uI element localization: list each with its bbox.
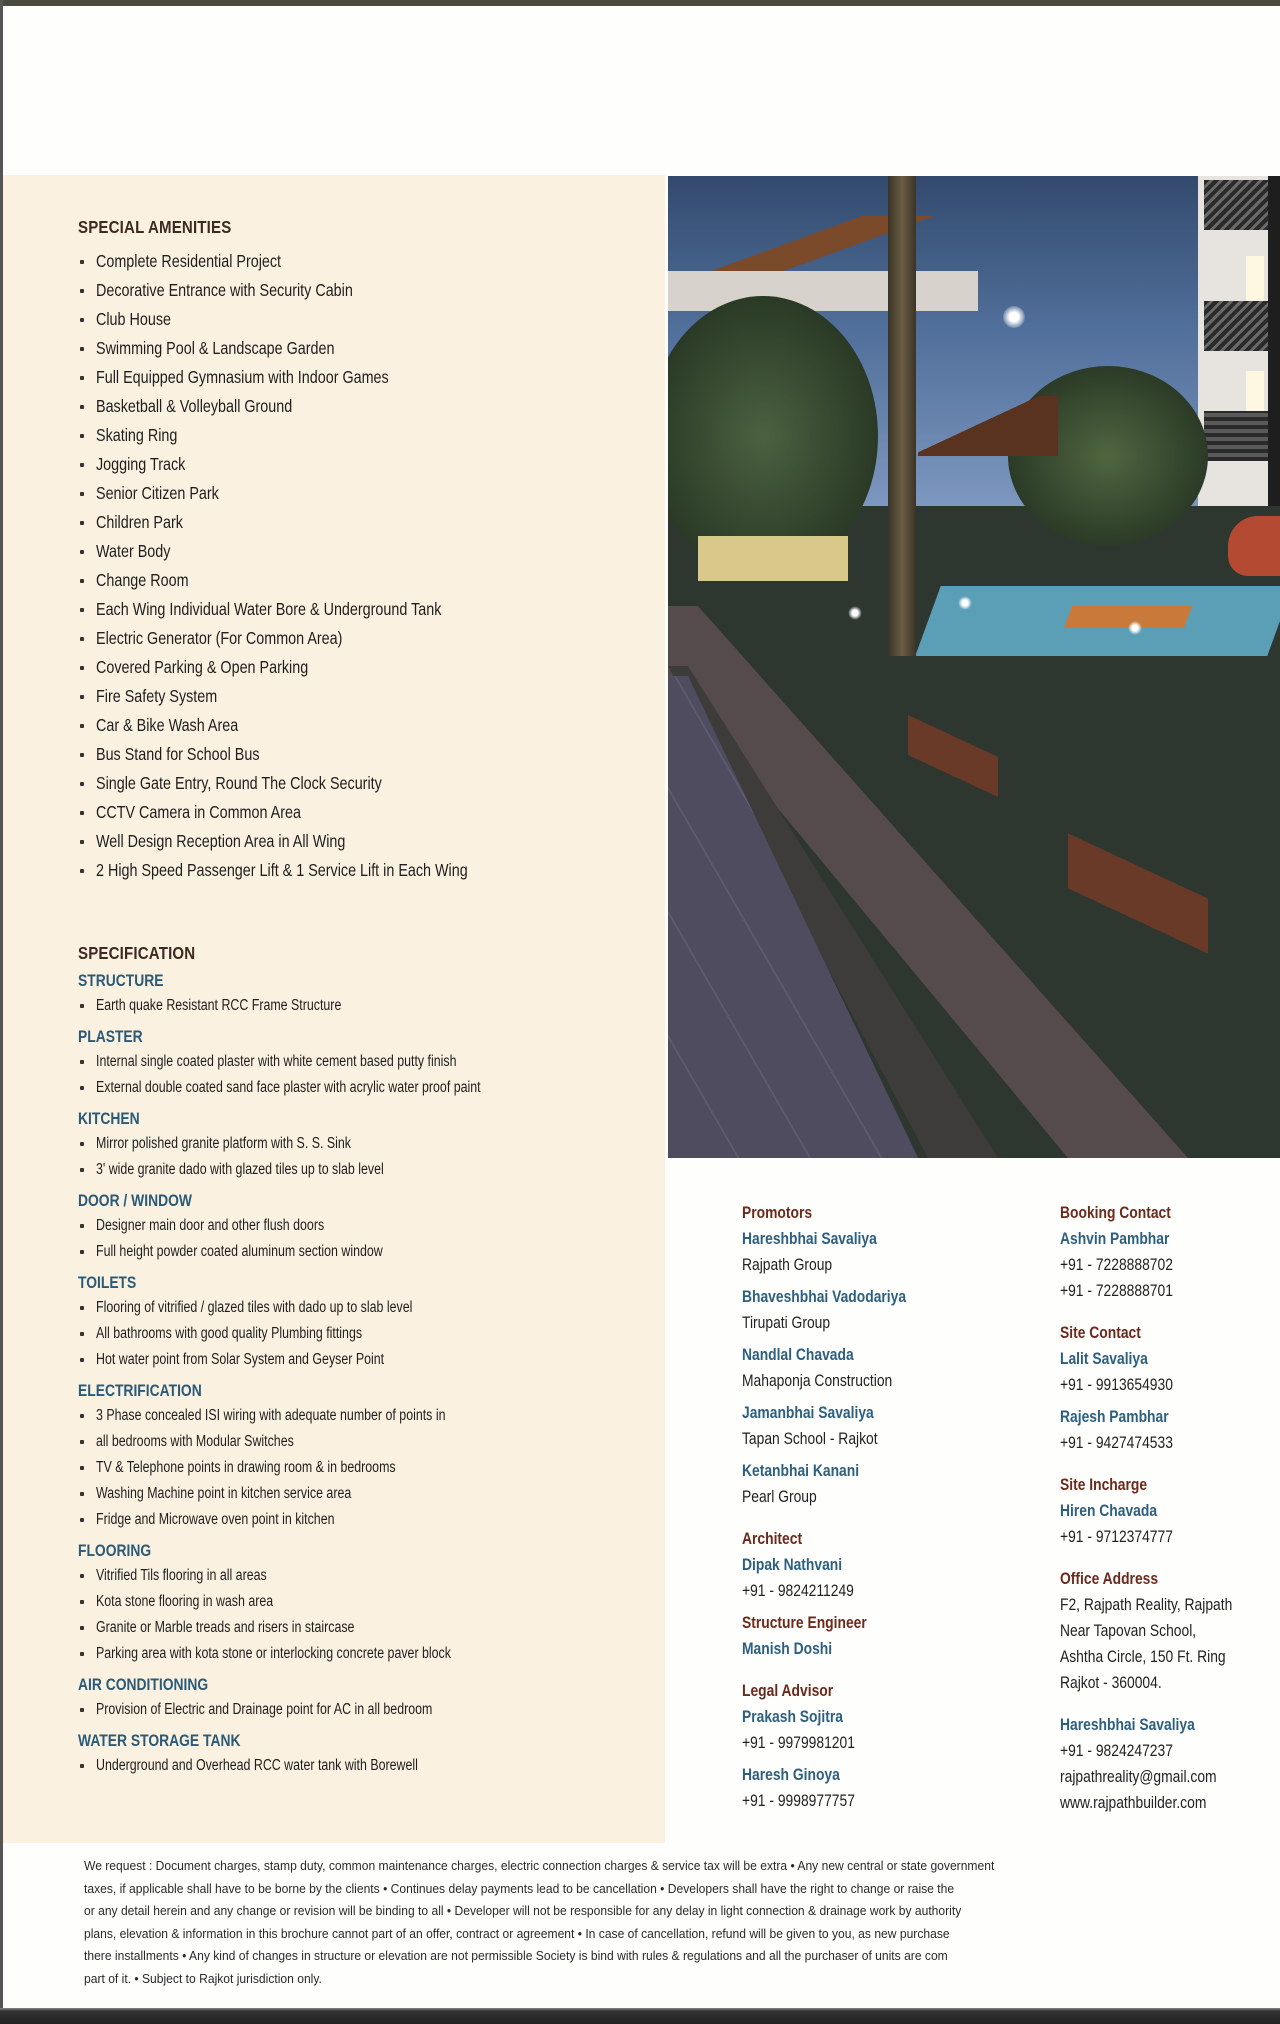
list-item: 3' wide granite dado with glazed tiles up to slab level	[78, 1157, 658, 1183]
garden-lamp	[1128, 621, 1142, 635]
address-line: Near Tapovan School,	[1060, 1622, 1197, 1640]
legal-advisor-phone: +91 - 9998977757	[742, 1792, 855, 1810]
list-item: Flooring of vitrified / glazed tiles with dado up to slab level	[78, 1295, 658, 1321]
spec-heading: TOILETS	[78, 1274, 137, 1292]
list-item: All bathrooms with good quality Plumbing fittings	[78, 1321, 658, 1347]
disclaimer-line: or any detail herein and any change or revision will be binding to all • Developer will not be responsible for any delay in light connection & drainage work by authority	[84, 1903, 962, 1918]
spec-electrification	[78, 1379, 658, 1533]
list-item: Club House	[78, 305, 658, 334]
list-item: Skating Ring	[78, 421, 658, 450]
list-item: Children Park	[78, 508, 658, 537]
spec-air-conditioning	[78, 1673, 658, 1723]
list-item: Designer main door and other flush doors	[78, 1213, 658, 1239]
structure-engineer-name: Manish Doshi	[742, 1640, 833, 1658]
list-item: Well Design Reception Area in All Wing	[78, 827, 658, 856]
promotor-org: Tirupati Group	[742, 1314, 831, 1332]
site-incharge-heading: Site Incharge	[1060, 1476, 1148, 1494]
list-item: Car & Bike Wash Area	[78, 711, 658, 740]
list-item: Bus Stand for School Bus	[78, 740, 658, 769]
fountain	[698, 536, 848, 581]
list-item: Senior Citizen Park	[78, 479, 658, 508]
clubhouse-roof	[668, 216, 988, 276]
list-item: Full height powder coated aluminum section window	[78, 1239, 658, 1265]
legal-advisor-name: Prakash Sojitra	[742, 1708, 843, 1726]
disclaimer-line: taxes, if applicable shall have to be borne by the clients • Continues delay payments lead to be cancellation • Developers shall have the right to change or raise the	[84, 1880, 955, 1896]
promotor-name: Hareshbhai Savaliya	[742, 1230, 877, 1248]
disclaimer-text	[84, 1855, 1280, 1990]
apartment-building	[1198, 176, 1280, 506]
spec-heading: PLASTER	[78, 1028, 143, 1046]
site-contact-heading: Site Contact	[1060, 1324, 1141, 1342]
list-item: Vitrified Tils flooring in all areas	[78, 1563, 658, 1589]
legal-advisor-name: Haresh Ginoya	[742, 1766, 840, 1784]
spec-heading: ELECTRIFICATION	[78, 1382, 202, 1400]
list-item: Change Room	[78, 566, 658, 595]
car	[1228, 516, 1280, 576]
list-item: Single Gate Entry, Round The Clock Security	[78, 769, 658, 798]
list-item: Provision of Electric and Drainage point for AC in all bedroom	[78, 1697, 658, 1723]
email-link[interactable]: rajpathreality@gmail.com	[1060, 1768, 1217, 1786]
booking-phone: +91 - 7228888701	[1060, 1282, 1173, 1300]
list-item: Fridge and Microwave oven point in kitchen	[78, 1507, 658, 1533]
list-item: Mirror polished granite platform with S. S. Sink	[78, 1131, 658, 1157]
architect-heading: Architect	[742, 1530, 803, 1548]
special-amenities-title: SPECIAL AMENITIES	[78, 217, 232, 237]
promotor-org: Pearl Group	[742, 1488, 817, 1506]
spec-heading: STRUCTURE	[78, 972, 164, 990]
promotor-org: Mahaponja Construction	[742, 1372, 893, 1390]
site-contact-phone: +91 - 9427474533	[1060, 1434, 1173, 1452]
list-item: 2 High Speed Passenger Lift & 1 Service Lift in Each Wing	[78, 856, 658, 885]
list-item: Fire Safety System	[78, 682, 658, 711]
legal-advisor-heading: Legal Advisor	[742, 1682, 834, 1700]
list-item: CCTV Camera in Common Area	[78, 798, 658, 827]
list-item: TV & Telephone points in drawing room & in bedrooms	[78, 1455, 658, 1481]
promotor-name: Jamanbhai Savaliya	[742, 1404, 874, 1422]
site-incharge-name: Hiren Chavada	[1060, 1502, 1158, 1520]
list-item: Complete Residential Project	[78, 247, 658, 276]
project-render-photo	[668, 176, 1280, 1158]
moon-light	[1003, 306, 1025, 328]
promotor-name: Ketanbhai Kanani	[742, 1462, 860, 1480]
list-item: Kota stone flooring in wash area	[78, 1589, 658, 1615]
booking-contact-name: Ashvin Pambhar	[1060, 1230, 1170, 1248]
spec-kitchen	[78, 1107, 658, 1183]
site-contact-phone: +91 - 9913654930	[1060, 1376, 1173, 1394]
spec-plaster	[78, 1025, 658, 1101]
architect-phone: +91 - 9824211249	[742, 1582, 854, 1600]
office-phone: +91 - 9824247237	[1060, 1742, 1173, 1760]
promotor-org: Tapan School - Rajkot	[742, 1430, 878, 1448]
page-bottom-edge	[0, 2008, 1280, 2024]
list-item: Jogging Track	[78, 450, 658, 479]
contacts-left-column	[742, 1200, 1032, 1814]
spec-structure	[78, 969, 658, 1019]
booking-contact-heading: Booking Contact	[1060, 1204, 1171, 1222]
list-item: Granite or Marble treads and risers in staircase	[78, 1615, 658, 1641]
address-line: Ashtha Circle, 150 Ft. Ring	[1060, 1648, 1226, 1666]
contacts-right-column	[1060, 1200, 1280, 1816]
list-item: Full Equipped Gymnasium with Indoor Games	[78, 363, 658, 392]
list-item: Washing Machine point in kitchen service area	[78, 1481, 658, 1507]
palm-tree	[888, 176, 916, 656]
list-item: Basketball & Volleyball Ground	[78, 392, 658, 421]
address-line: Rajkot - 360004.	[1060, 1674, 1162, 1692]
list-item: Hot water point from Solar System and Geyser Point	[78, 1347, 658, 1373]
gazebo	[918, 396, 1058, 456]
disclaimer-line: part of it. • Subject to Rajkot jurisdiction only.	[84, 1970, 322, 1986]
address-line: F2, Rajpath Reality, Rajpath	[1060, 1596, 1233, 1614]
office-contact-name: Hareshbhai Savaliya	[1060, 1716, 1195, 1734]
spec-heading: DOOR / WINDOW	[78, 1192, 192, 1210]
page-top-edge	[0, 0, 1280, 6]
tree	[1008, 366, 1208, 546]
garden-lamp	[958, 596, 972, 610]
spec-door-window	[78, 1189, 658, 1265]
architect-name: Dipak Nathvani	[742, 1556, 843, 1574]
list-item-continuation: all bedrooms with Modular Switches	[78, 1429, 658, 1455]
list-item: 3 Phase concealed ISI wiring with adequate number of points in	[78, 1403, 658, 1429]
clubhouse	[668, 271, 978, 311]
list-item: Covered Parking & Open Parking	[78, 653, 658, 682]
list-item: Electric Generator (For Common Area)	[78, 624, 658, 653]
spec-heading: AIR CONDITIONING	[78, 1676, 209, 1694]
spec-water-storage	[78, 1729, 658, 1779]
spec-toilets	[78, 1271, 658, 1373]
promotor-name: Nandlal Chavada	[742, 1346, 854, 1364]
spec-flooring	[78, 1539, 658, 1667]
spec-heading: KITCHEN	[78, 1110, 140, 1128]
structure-engineer-heading: Structure Engineer	[742, 1614, 867, 1632]
disclaimer-line: plans, elevation & information in this brochure cannot part of an offer, contract or agreement • In case of cancellation, refund will be given to you, as new purchase	[84, 1925, 950, 1941]
disclaimer-line: there installments • Any kind of changes in structure or elevation are not permissible Society is bind with rules & regulations and all the purchaser of units are com	[84, 1948, 948, 1963]
legal-advisor-phone: +91 - 9979981201	[742, 1734, 855, 1752]
website-link[interactable]: www.rajpathbuilder.com	[1060, 1794, 1207, 1812]
site-incharge-phone: +91 - 9712374777	[1060, 1528, 1173, 1546]
site-contact-name: Lalit Savaliya	[1060, 1350, 1148, 1368]
promotor-org: Rajpath Group	[742, 1256, 833, 1274]
list-item: Internal single coated plaster with white cement based putty finish	[78, 1049, 658, 1075]
amenities-list	[78, 247, 658, 885]
spec-heading: FLOORING	[78, 1542, 152, 1560]
amenities-spec-column	[78, 215, 658, 1785]
promotors-heading: Promotors	[742, 1204, 813, 1222]
office-address-heading: Office Address	[1060, 1570, 1159, 1588]
list-item: Water Body	[78, 537, 658, 566]
disclaimer-line: We request : Document charges, stamp duty, common maintenance charges, electric connection charges & service tax will be extra • Any new central or state government	[84, 1858, 995, 1873]
spec-heading: WATER STORAGE TANK	[78, 1732, 241, 1750]
list-item: Parking area with kota stone or interlocking concrete paver block	[78, 1641, 658, 1667]
specification-title: SPECIFICATION	[78, 943, 196, 963]
list-item: External double coated sand face plaster with acrylic water proof paint	[78, 1075, 658, 1101]
promotor-name: Bhaveshbhai Vadodariya	[742, 1288, 907, 1306]
booking-phone: +91 - 7228888702	[1060, 1256, 1173, 1274]
list-item: Decorative Entrance with Security Cabin	[78, 276, 658, 305]
list-item: Each Wing Individual Water Bore & Underground Tank	[78, 595, 658, 624]
list-item: Underground and Overhead RCC water tank with Borewell	[78, 1753, 658, 1779]
garden-lamp	[848, 606, 862, 620]
list-item: Earth quake Resistant RCC Frame Structure	[78, 993, 658, 1019]
site-contact-name: Rajesh Pambhar	[1060, 1408, 1169, 1426]
list-item: Swimming Pool & Landscape Garden	[78, 334, 658, 363]
